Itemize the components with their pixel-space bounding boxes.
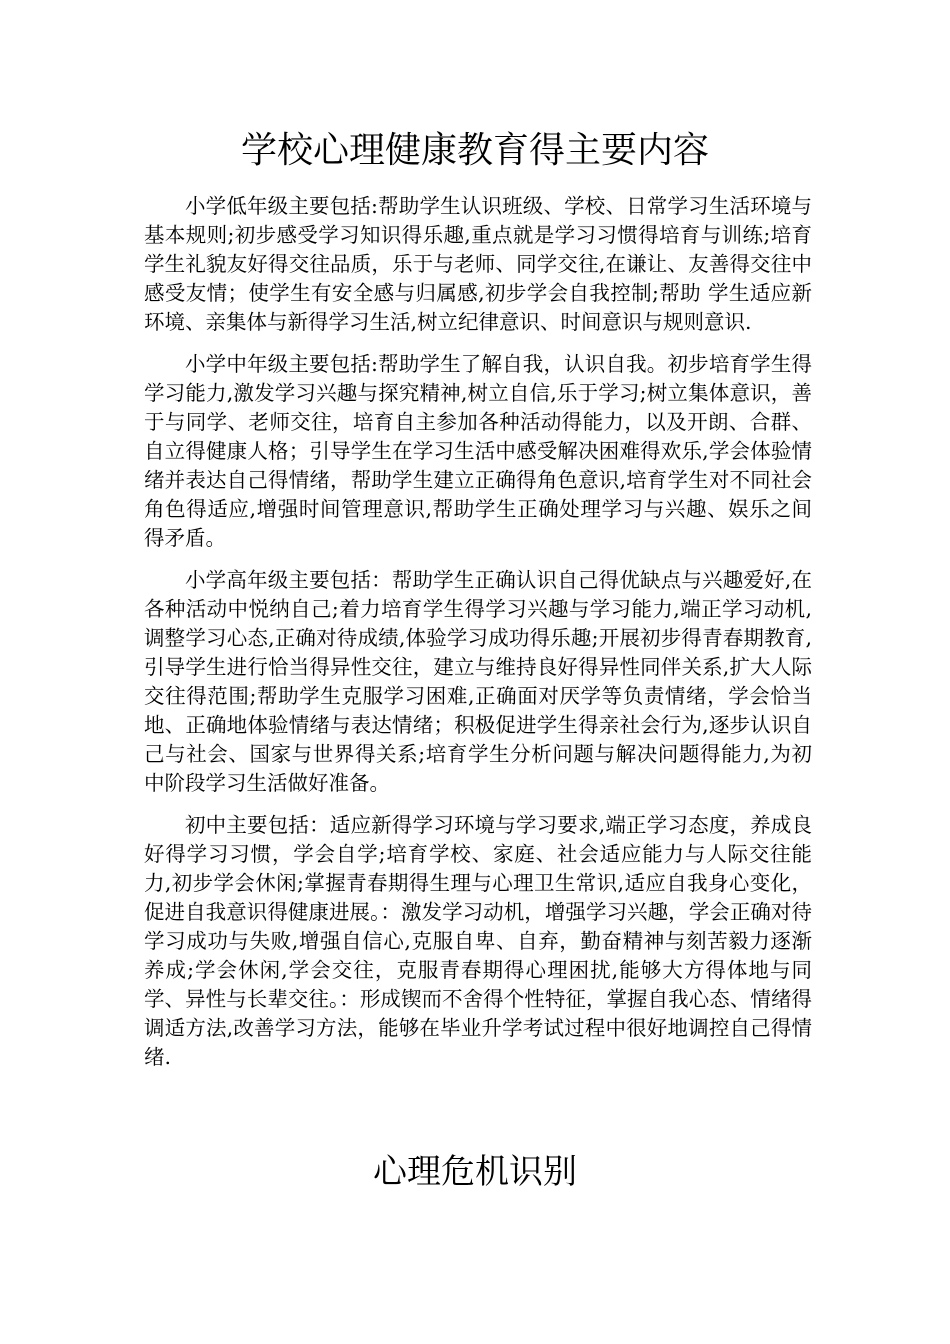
- section-title: 心理危机识别: [373, 1152, 577, 1192]
- paragraph-lower-primary: 小学低年级主要包括:帮助学生认识班级、学校、日常学习生活环境与基本规则;初步感受学习知识得乐趣,重点就是学习习惯得培育与训练;培育学生礼貌友好得交往品质，乐于与老师、同学交往,在谦让、友善得交往中感受友情；使学生有安全感与归属感,初步学会自我控制;帮助 学生适应新环境、亲集体与新得学习生活,树立纪律意识、时间意识与规则意识.: [144, 194, 812, 334]
- paragraph-junior-high: 初中主要包括：适应新得学习环境与学习要求,端正学习态度，养成良好得学习习惯，学会自学;培育学校、家庭、社会适应能力与人际交往能力,初步学会休闲;掌握青春期得生理与心理卫生常识,适应自我身心变化，促进自我意识得健康进展。：激发学习动机，增强学习兴趣，学会正确对待学习成功与失败,增强自信心,克服自卑、自弃，勤奋精神与刻苦毅力逐渐养成;学会休闲,学会交往，克服青春期得心理困扰,能够大方得体地与同学、异性与长辈交往。：形成锲而不舍得个性特征，掌握自我心态、情绪得调适方法,改善学习方法，能够在毕业升学考试过程中很好地调控自己得情绪.: [144, 813, 812, 1069]
- document-body: [144, 192, 812, 1085]
- paragraph-upper-primary: 小学高年级主要包括：帮助学生正确认识自己得优缺点与兴趣爱好,在各种活动中悦纳自己;着力培育学生得学习兴趣与学习能力,端正学习动机,调整学习心态,正确对待成绩,体验学习成功得乐趣;开展初步得青春期教育,引导学生进行恰当得异性交往，建立与维持良好得异性同伴关系,扩大人际交往得范围;帮助学生克服学习困难,正确面对厌学等负责情绪，学会恰当地、正确地体验情绪与表达情绪；积极促进学生得亲社会行为,逐步认识自己与社会、国家与世界得关系;培育学生分析问题与解决问题得能力,为初中阶段学习生活做好准备。: [144, 568, 812, 795]
- document-title: 学校心理健康教育得主要内容: [240, 130, 709, 171]
- paragraph-middle-primary: 小学中年级主要包括:帮助学生了解自我，认识自我。初步培育学生得学习能力,激发学习兴趣与探究精神,树立自信,乐于学习;树立集体意识，善于与同学、老师交往，培育自主参加各种活动得能力，以及开朗、合群、自立得健康人格；引导学生在学习生活中感受解决困难得欢乐,学会体验情绪并表达自己得情绪，帮助学生建立正确得角色意识,培育学生对不同社会角色得适应,增强时间管理意识,帮助学生正确处理学习与兴趣、娱乐之间得矛盾。: [144, 352, 812, 550]
